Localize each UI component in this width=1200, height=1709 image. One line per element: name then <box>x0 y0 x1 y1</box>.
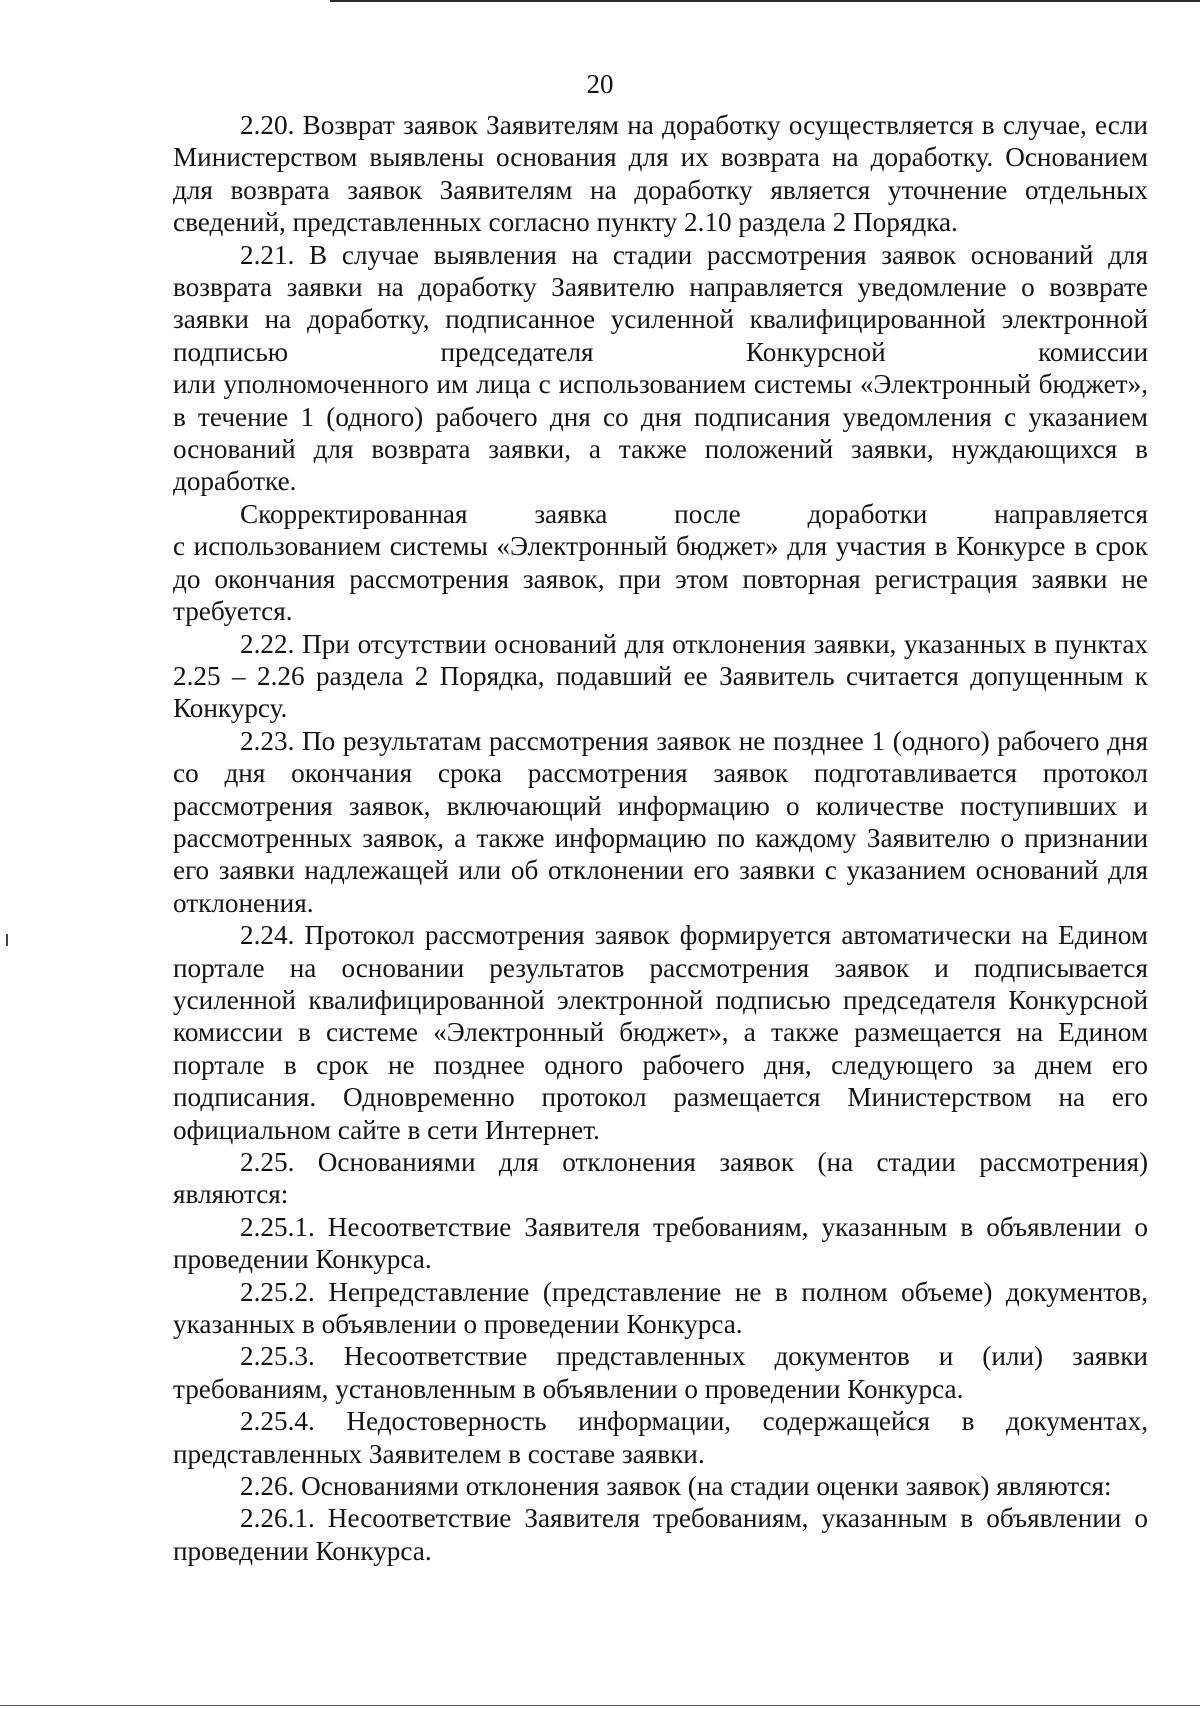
paragraph-2-25-2: 2.25.2. Непредставление (представление не в полном объеме) документов, указанных в объявлении о проведении Конкурса. <box>173 1276 1148 1340</box>
paragraph-2-21: 2.21. В случае выявления на стадии рассмотрения заявок оснований для возврата заявки на доработку Заявителю направляется уведомление о возврате заявки на доработку, подписанное усиленной квалифицированной электронной подписью председателя Конкурсной комиссии <box>173 239 1148 367</box>
paragraph-2-20: 2.20. Возврат заявок Заявителям на доработку осуществляется в случае, если Министерством выявлены основания для их возврата на доработку. Основанием для возврата заявок Заявителям на доработку является уточнение отдельных сведений, представленных согласно пункту 2.10 раздела 2 Порядка. <box>173 110 1148 238</box>
paragraph-2-22: 2.22. При отсутствии оснований для отклонения заявки, указанных в пунктах 2.25 – 2.26 раздела 2 Порядка, подавший ее Заявитель считается допущенным к Конкурсу. <box>173 628 1148 724</box>
paragraph-corrected-application-continued: с использованием системы «Электронный бюджет» для участия в Конкурсе в срок до окончания рассмотрения заявок, при этом повторная регистрация заявки не требуется. <box>173 531 1148 627</box>
paragraph-2-26: 2.26. Основаниями отклонения заявок (на стадии оценки заявок) являются: <box>240 1471 1112 1502</box>
top-edge-line <box>330 0 1200 2</box>
paragraph-2-21-continued: или уполномоченного им лица с использованием системы «Электронный бюджет», в течение 1 (одного) рабочего дня со дня подписания уведомления с указанием оснований для возврата заявки, а также положений заявки, нуждающихся в доработке. <box>173 369 1148 497</box>
paragraph-2-25-1: 2.25.1. Несоответствие Заявителя требованиям, указанным в объявлении о проведении Конкурса. <box>173 1211 1148 1275</box>
paragraph-2-23: 2.23. По результатам рассмотрения заявок не позднее 1 (одного) рабочего дня со дня окончания срока рассмотрения заявок подготавливается протокол рассмотрения заявок, включающий информацию о количестве поступивших и рассмотренных заявок, а также информацию по каждому Заявителю о признании его заявки надлежащей или об отклонении его заявки с указанием оснований для отклонения. <box>173 725 1148 918</box>
paragraph-corrected-application: Скорректированная заявка после доработки направляется <box>240 498 1148 529</box>
paragraph-2-24: 2.24. Протокол рассмотрения заявок формируется автоматически на Едином портале на основании результатов рассмотрения заявок и подписывается усиленной квалифицированной электронной подписью председателя Конкурсной комиссии в системе «Электронный бюджет», а также размещается на Едином портале в срок не позднее одного рабочего дня, следующего за днем его подписания. Одновременно протокол размещается Министерством на его официальном сайте в сети Интернет. <box>173 920 1148 1145</box>
margin-mark <box>6 934 8 946</box>
paragraph-2-25: 2.25. Основаниями для отклонения заявок (на стадии рассмотрения) являются: <box>173 1147 1148 1210</box>
page-number: 20 <box>586 69 614 99</box>
paragraph-2-25-4: 2.25.4. Недостоверность информации, содержащейся в документах, представленных Заявителем в составе заявки. <box>173 1406 1148 1469</box>
bottom-edge-line <box>0 1705 1200 1706</box>
paragraph-2-26-1: 2.26.1. Несоответствие Заявителя требованиям, указанным в объявлении о проведении Конкурса. <box>173 1503 1148 1566</box>
document-body <box>173 109 1148 1567</box>
paragraph-2-25-3: 2.25.3. Несоответствие представленных документов и (или) заявки требованиям, установленным в объявлении о проведении Конкурса. <box>173 1341 1148 1404</box>
